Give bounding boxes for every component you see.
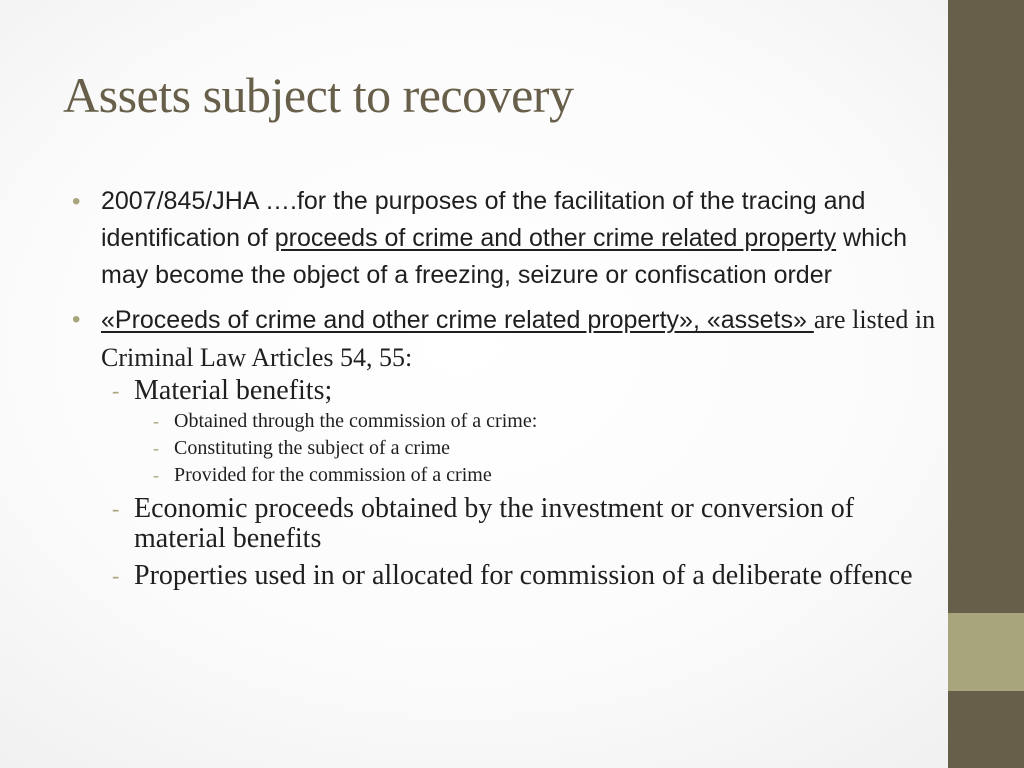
bullet-item [72,301,942,376]
bullet-glyph: • [72,306,81,333]
sub-sub-item-text: Provided for the commission of a crime [174,464,492,486]
bullet-text-underlined: «Proceeds of crime and other crime related property», «assets» [101,306,814,334]
dash-glyph: - [153,465,159,485]
bullet-text [101,183,942,294]
sub-sub-item-text: Constituting the subject of a crime [174,437,451,459]
bullet-text-underlined: proceeds of crime and other crime related property [274,224,837,252]
side-bar-accent [948,613,1024,691]
bullet-text-part: are listed in Criminal Law Articles 54, 55: [101,305,936,372]
bullet-text-part: which may become the object of a freezing, seizure or confiscation order [101,224,907,289]
dash-glyph: - [112,496,120,521]
slide-body [72,183,942,591]
sub-item-text: Properties used in or allocated for commission of a deliberate offence [134,560,913,591]
sub-item [72,494,942,554]
dash-glyph: - [112,378,120,403]
dash-glyph: - [112,563,120,588]
bullet-glyph: • [72,188,81,215]
bullet-text [101,301,942,376]
bullet-text-part: 2007/845/JHA ….for the purposes of the facilitation of the tracing and identification of [101,187,866,252]
sub-sub-item-text: Obtained through the commission of a crime: [174,410,538,432]
dash-glyph: - [153,438,159,458]
sub-item [72,376,942,406]
sub-sub-item [72,408,942,435]
bullet-item [72,183,942,294]
slide-title: Assets subject to recovery [63,67,574,123]
sub-sub-item [72,435,942,462]
dash-glyph: - [153,411,159,431]
sub-sub-item [72,462,942,489]
sub-item-text: Material benefits; [134,375,333,406]
sub-item-text: Economic proceeds obtained by the investment or conversion of material benefits [134,493,855,554]
sub-item [72,561,942,591]
